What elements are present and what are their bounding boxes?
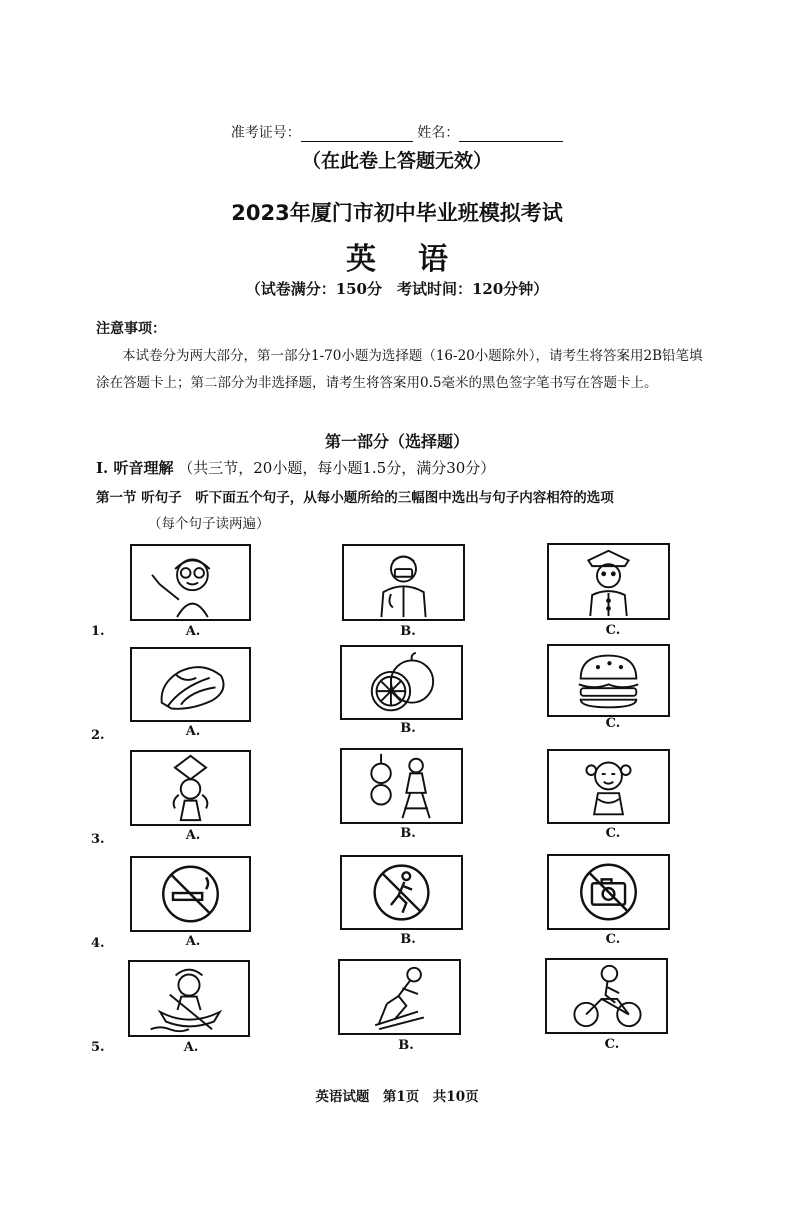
hanging-lanterns-icon	[342, 750, 461, 822]
option-picture	[547, 854, 670, 930]
option-label: B.	[400, 826, 416, 841]
option-picture	[130, 647, 251, 722]
option-label: B.	[400, 721, 416, 736]
option-picture	[130, 750, 251, 826]
question-number: 2.	[91, 728, 105, 743]
option-picture	[338, 959, 461, 1035]
option-picture	[340, 645, 463, 720]
score-info: （试卷满分：150分 考试时间：120分钟）	[245, 280, 549, 298]
option-picture	[130, 544, 251, 621]
notice-heading: 注意事项：	[96, 321, 166, 337]
option-picture	[545, 958, 668, 1034]
option-picture	[547, 749, 670, 824]
cabbage-icon	[132, 649, 249, 720]
boy-boating-icon	[130, 962, 248, 1035]
option-label: A.	[185, 724, 201, 739]
skiing-icon	[340, 961, 459, 1033]
option-picture	[130, 856, 251, 932]
candidate-id-label: 准考证号：	[230, 125, 301, 141]
question-number: 5.	[91, 1040, 105, 1055]
subsection-note: （每个句子读两遍）	[148, 516, 270, 532]
exam-title: 2023年厦门市初中毕业班模拟考试	[231, 201, 563, 225]
candidate-id-blank	[301, 129, 413, 142]
part-one-heading: 第一部分（选择题）	[324, 432, 469, 451]
option-label: C.	[605, 716, 621, 731]
option-picture	[340, 748, 463, 824]
option-label: A.	[185, 624, 201, 639]
notice-body: 本试卷分为两大部分，第一部分1-70小题为选择题（16-20小题除外），请考生将答案用2B铅笔填涂在答题卡上；第二部分为非选择题，请考生将答案用0.5毫米的黑色签字笔书写在答题卡上。	[96, 348, 703, 391]
candidate-info-line	[0, 122, 794, 142]
option-label: B.	[400, 624, 416, 639]
girl-eating-icon	[549, 751, 668, 822]
no-smoking-sign-icon	[132, 858, 249, 930]
police-officer-icon	[549, 545, 668, 618]
name-label: 姓名：	[417, 125, 460, 141]
option-label: A.	[185, 934, 201, 949]
subsection-instruction: 第一节 听句子 听下面五个句子，从每小题所给的三幅图中选出与句子内容相符的选项	[96, 490, 614, 506]
section-info: （共三节，20小题，每小题1.5分，满分30分）	[178, 459, 496, 477]
subject-title: 英语	[346, 242, 490, 277]
question-number: 1.	[91, 624, 105, 639]
name-blank	[459, 129, 563, 142]
option-picture	[340, 855, 463, 930]
question-number: 3.	[91, 832, 105, 847]
option-label: B.	[398, 1038, 414, 1053]
section-title: I. 听音理解	[96, 459, 174, 477]
no-running-sign-icon	[342, 857, 461, 928]
option-label: A.	[183, 1040, 199, 1055]
girl-with-kite-icon	[132, 752, 249, 824]
option-picture	[547, 644, 670, 717]
cycling-icon	[547, 960, 666, 1032]
option-label: C.	[605, 826, 621, 841]
option-label: A.	[185, 828, 201, 843]
doctor-icon	[344, 546, 463, 619]
no-photography-sign-icon	[549, 856, 668, 928]
question-number: 4.	[91, 936, 105, 951]
option-picture	[547, 543, 670, 620]
option-label: C.	[604, 1037, 620, 1052]
listening-section-heading	[96, 457, 495, 478]
orange-icon	[342, 647, 461, 718]
option-picture	[128, 960, 250, 1037]
hamburger-icon	[549, 646, 668, 715]
page-footer: 英语试题 第1页 共10页	[315, 1089, 479, 1105]
option-label: B.	[400, 932, 416, 947]
option-label: C.	[605, 932, 621, 947]
teacher-icon	[132, 546, 249, 619]
option-picture	[342, 544, 465, 621]
invalid-note: （在此卷上答题无效）	[301, 150, 492, 172]
option-label: C.	[605, 623, 621, 638]
